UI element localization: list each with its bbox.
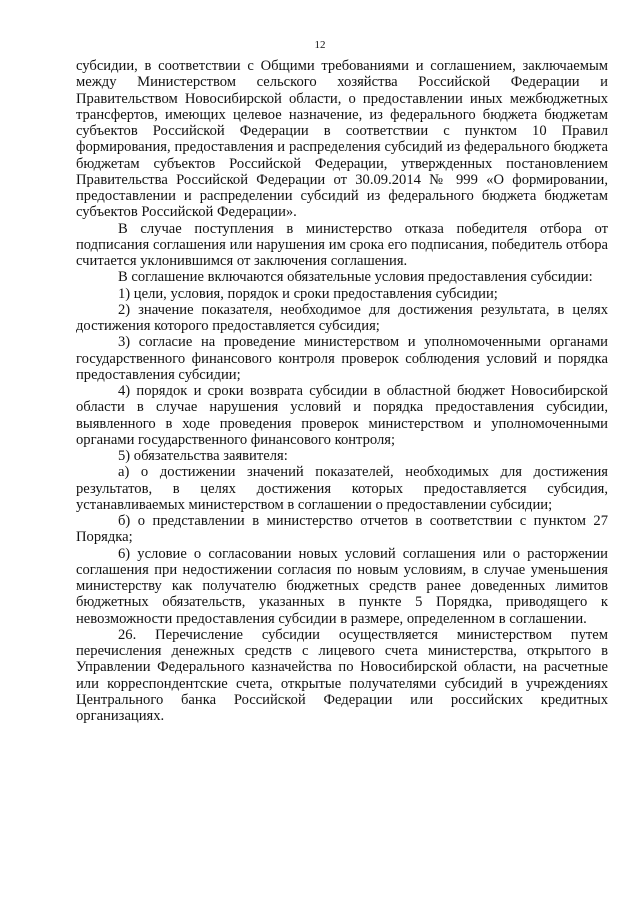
paragraph: 2) значение показателя, необходимое для достижения результата, в целях достижения которого предоставляется субсидия; [76, 301, 608, 334]
paragraph: В случае поступления в министерство отказа победителя отбора от подписания соглашения или нарушения им срока его подписания, победитель отбора считается уклонившимся от заключения соглашения. [76, 220, 608, 269]
paragraph: 3) согласие на проведение министерством и уполномоченными органами государственного финансового контроля проверок соблюдения условий и порядка предоставления субсидии; [76, 334, 608, 383]
page-number: 12 [314, 39, 326, 51]
paragraph: субсидии, в соответствии с Общими требованиями и соглашением, заключаемым между Министерством сельского хозяйства Российской Федерации и Правительством Новосибирской области, о предоставлении иных межбюджетных трансфертов, имеющих целевое назначение, из федерального бюджета бюджетам субъектов Российской Федерации в соответствии с пунктом 10 Правил формирования, предоставления и распределения субсидий из федерального бюджета бюджетам субъектов Российской Федерации, утвержденных постановлением Правительства Российской Федерации от 30.09.2014 № 999 «О формировании, предоставлении и распределении субсидий из федерального бюджета бюджетам субъектов Российской Федерации». [76, 58, 608, 221]
paragraph: 26. Перечисление субсидии осуществляется министерством путем перечисления денежных средств с лицевого счета министерства, открытого в Управлении Федерального казначейства по Новосибирской области, на расчетные или корреспондентские счета, открытые получателями субсидий в учреждениях Центрального банка Российской Федерации или российских кредитных организациях. [76, 626, 608, 724]
paragraph: 5) обязательства заявителя: [118, 448, 288, 464]
paragraph: б) о представлении в министерство отчетов в соответствии с пунктом 27 Порядка; [76, 513, 608, 546]
paragraph: 4) порядок и сроки возврата субсидии в областной бюджет Новосибирской области в случае нарушения условий и порядка предоставления субсидии, выявленного в ходе проведения проверок министерством и уполномоченными органами государственного финансового контроля; [76, 383, 608, 448]
paragraph: 1) цели, условия, порядок и сроки предоставления субсидии; [118, 285, 498, 302]
paragraph: В соглашение включаются обязательные условия предоставления субсидии: [118, 269, 593, 286]
paragraph: а) о достижении значений показателей, необходимых для достижения результатов, в целях достижения которых предоставляется субсидия, устанавливаемых министерством в соглашении о предоставлении субсидии; [76, 464, 608, 513]
document-body [76, 58, 608, 724]
paragraph: 6) условие о согласовании новых условий соглашения или о расторжении соглашения при недостижении согласия по новым условиям, в случае уменьшения министерству как получателю бюджетных средств ранее доведенных лимитов бюджетных обязательств, указанных в пункте 5 Порядка, приводящего к невозможности предоставления субсидии в размере, определенном в соглашении. [76, 545, 608, 627]
